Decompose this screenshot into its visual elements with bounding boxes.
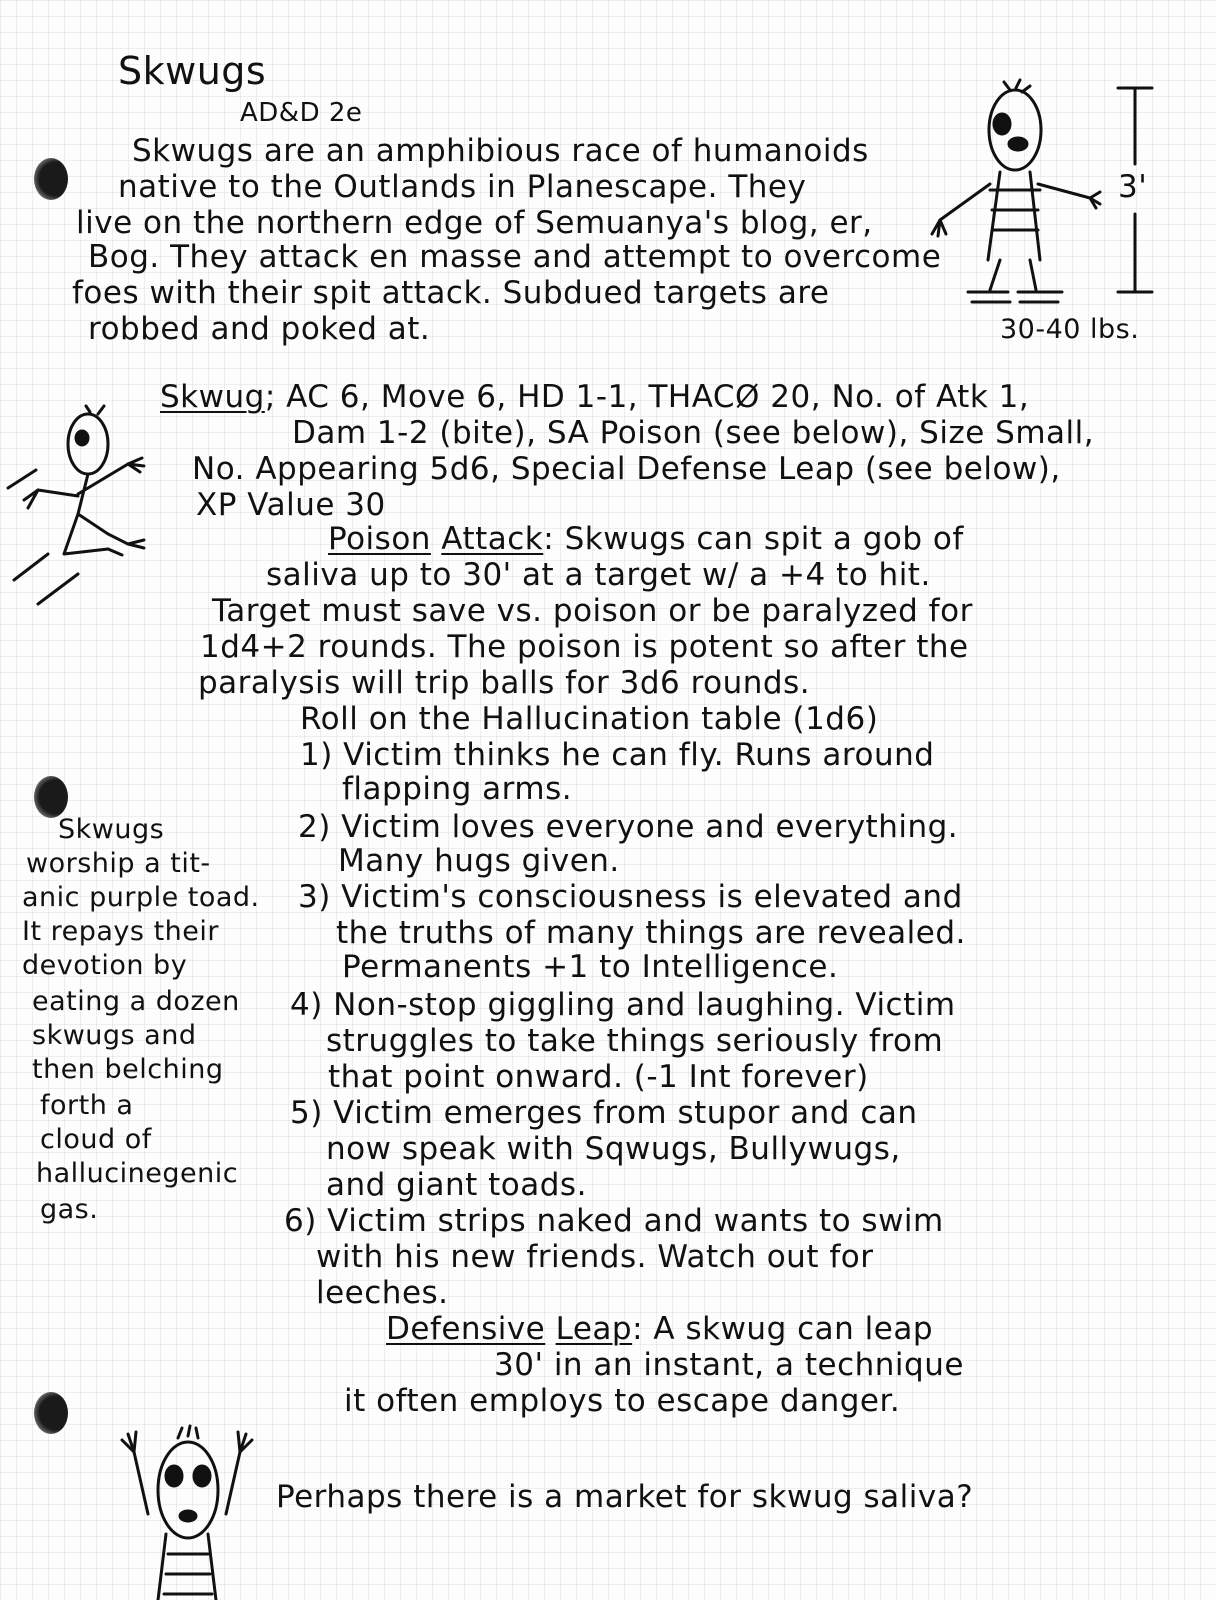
sidebar-line: anic purple toad.: [22, 882, 260, 913]
table-entry: 2) Victim loves everyone and everything.: [298, 809, 959, 845]
weight-label: 30-40 lbs.: [1000, 314, 1140, 345]
table-entry: 1) Victim thinks he can fly. Runs around: [300, 737, 935, 773]
creature-name: Skwug: [160, 379, 265, 415]
table-entry: and giant toads.: [326, 1167, 587, 1203]
stat-block-line3: No. Appearing 5d6, Special Defense Leap (see below),: [192, 451, 1061, 487]
table-entry: with his new friends. Watch out for: [316, 1239, 874, 1275]
sidebar-line: worship a tit-: [26, 848, 211, 879]
height-label: 3': [1118, 169, 1148, 205]
binder-hole-middle: [34, 776, 68, 818]
table-entry: 5) Victim emerges from stupor and can: [290, 1095, 918, 1131]
stat-block-line1: Skwug; AC 6, Move 6, HD 1-1, THACØ 20, No. of Atk 1,: [160, 379, 1030, 415]
table-entry: Many hugs given.: [338, 843, 620, 879]
stat-block-line4: XP Value 30: [196, 487, 386, 523]
stat-block-line2: Dam 1-2 (bite), SA Poison (see below), Size Small,: [292, 415, 1095, 451]
sidebar-line: gas.: [40, 1194, 99, 1225]
table-entry: that point onward. (-1 Int forever): [328, 1059, 869, 1095]
binder-hole-top: [34, 158, 68, 200]
table-entry: the truths of many things are revealed.: [336, 915, 966, 951]
intro-line: native to the Outlands in Planescape. They: [118, 169, 807, 205]
sidebar-line: eating a dozen: [32, 986, 240, 1017]
intro-line: live on the northern edge of Semuanya's blog, er,: [76, 205, 873, 241]
standing-skwug-drawing: [920, 80, 1100, 320]
table-entry: 6) Victim strips naked and wants to swim: [284, 1203, 944, 1239]
sidebar-line: Skwugs: [58, 814, 165, 845]
table-entry: leeches.: [316, 1275, 449, 1311]
page-title: Skwugs: [118, 49, 267, 93]
sidebar-line: It repays their: [22, 916, 219, 947]
intro-line: Bog. They attack en masse and attempt to overcome: [88, 239, 942, 275]
table-entry: struggles to take things seriously from: [326, 1023, 944, 1059]
sidebar-line: forth a: [40, 1090, 134, 1121]
table-entry: flapping arms.: [342, 771, 573, 807]
sidebar-line: cloud of: [40, 1124, 152, 1155]
sidebar-line: skwugs and: [32, 1020, 197, 1051]
poison-line: Target must save vs. poison or be paralyzed for: [212, 593, 973, 629]
running-skwug-drawing: [8, 404, 158, 614]
skwug-face-drawing: [108, 1424, 268, 1600]
poison-line: paralysis will trip balls for 3d6 rounds.: [198, 665, 811, 701]
intro-line: Skwugs are an amphibious race of humanoids: [132, 133, 869, 169]
sidebar-line: hallucinegenic: [36, 1158, 239, 1189]
intro-line: foes with their spit attack. Subdued targets are: [72, 275, 830, 311]
binder-hole-bottom: [34, 1392, 68, 1434]
table-entry: Permanents +1 to Intelligence.: [342, 949, 839, 985]
leap-line: it often employs to escape danger.: [344, 1383, 901, 1419]
sidebar-line: then belching: [32, 1054, 224, 1085]
table-entry: 3) Victim's consciousness is elevated and: [298, 879, 963, 915]
footer-question: Perhaps there is a market for skwug saliva?: [276, 1479, 974, 1515]
table-entry: now speak with Sqwugs, Bullywugs,: [326, 1131, 901, 1167]
leap-line: 30' in an instant, a technique: [494, 1347, 964, 1383]
intro-line: robbed and poked at.: [88, 311, 431, 347]
poison-line: 1d4+2 rounds. The poison is potent so after the: [200, 629, 969, 665]
sidebar-line: devotion by: [22, 950, 188, 981]
defensive-leap-heading: Defensive Leap: A skwug can leap: [386, 1311, 934, 1347]
table-entry: 4) Non-stop giggling and laughing. Victim: [290, 987, 956, 1023]
poison-line: saliva up to 30' at a target w/ a +4 to hit.: [266, 557, 931, 593]
poison-attack-heading: Poison Attack: Skwugs can spit a gob of: [328, 521, 964, 557]
game-system-label: AD&D 2e: [240, 98, 363, 128]
hallucination-table-intro: Roll on the Hallucination table (1d6): [300, 701, 879, 737]
